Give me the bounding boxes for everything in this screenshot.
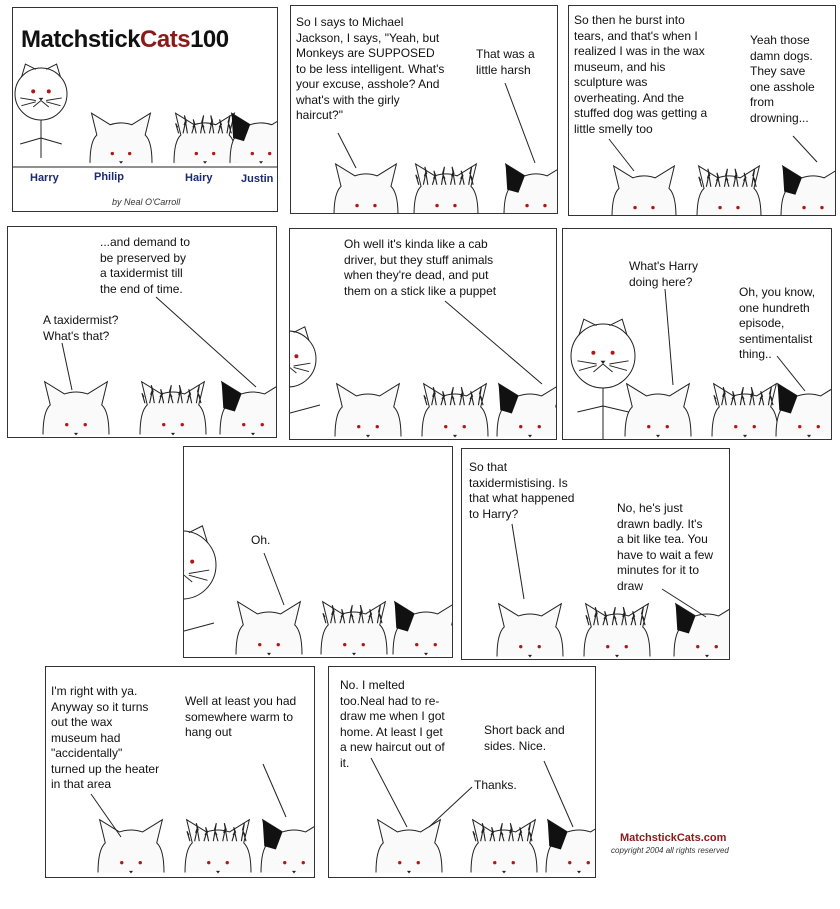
speech-text: Yeah those damn dogs. They save one asshole from drowning...: [750, 33, 815, 125]
philip-cat: [376, 820, 442, 874]
justin-cat: [497, 384, 557, 438]
hairy-cat: [712, 384, 778, 438]
harry-cat: [15, 64, 67, 158]
site-url: MatchstickCats.com: [620, 832, 727, 844]
panel-7: [183, 446, 453, 658]
cast-name-hairy: Hairy: [185, 172, 213, 184]
stick-line: [290, 405, 320, 413]
speech-pointer: [429, 787, 472, 827]
stick-line: [184, 623, 214, 631]
philip-cat: [612, 166, 676, 216]
philip-cat: [334, 164, 398, 214]
justin-cat: [546, 820, 596, 874]
speech-text: No, he's just drawn badly. It's a bit like tea. You have to wait a few minutes for it to draw: [617, 501, 714, 593]
speech-text: So that taxidermistising. Is that what happened to Harry?: [469, 460, 575, 521]
cast-name-justin: Justin: [241, 173, 274, 185]
speech-text: Short back and sides. Nice.: [484, 723, 565, 753]
speech-pointer: [338, 133, 356, 168]
speech-text: That was a little harsh: [476, 47, 535, 77]
copyright-notice: copyright 2004 all rights reserved: [611, 846, 729, 855]
hairy-cat: [422, 384, 488, 438]
speech-text: What's Harry doing here?: [629, 259, 698, 289]
speech-pointer: [512, 524, 524, 599]
harry-cat: [183, 526, 216, 599]
panel-title: [12, 7, 278, 212]
justin-cat: [776, 384, 832, 438]
speech-pointer: [62, 343, 72, 390]
speech-pointer: [445, 301, 542, 384]
speech-pointer: [544, 761, 573, 827]
philip-cat: [43, 382, 109, 436]
speech-pointer: [665, 289, 673, 385]
speech-text: So I says to Michael Jackson, I says, "Yeah, but Monkeys are SUPPOSED to be less intelligent. What's your excuse, asshole? And what's with the girly haircut?": [296, 15, 445, 122]
justin-cat: [261, 820, 315, 874]
panel-9: [45, 666, 315, 878]
panel-2: [290, 5, 558, 214]
hairy-cat: [471, 820, 537, 874]
cast-name-harry: Harry: [30, 172, 59, 184]
philip-cat: [236, 602, 302, 656]
speech-text: I'm right with ya. Anyway so it turns out the wax museum had "accidentally" turned up the heater in that area: [51, 684, 160, 791]
philip-cat: [625, 384, 691, 438]
justin-cat: [674, 604, 730, 658]
hairy-cat: [174, 113, 236, 164]
byline: by Neal O'Carroll: [112, 197, 181, 207]
justin-cat: [220, 382, 277, 436]
justin-cat: [230, 113, 278, 164]
harry-cat: [571, 319, 635, 440]
speech-text: Oh, you know, one hundreth episode, sentimentalist thing..: [739, 285, 816, 361]
justin-cat: [781, 166, 836, 216]
speech-pointer: [264, 553, 284, 605]
hairy-cat: [185, 820, 251, 874]
harry-cat: [289, 327, 316, 387]
philip-cat: [497, 604, 563, 658]
speech-pointer: [793, 136, 817, 162]
hairy-cat: [584, 604, 650, 658]
hairy-cat: [697, 166, 761, 216]
hairy-cat: [414, 164, 478, 214]
panel-4: [7, 226, 277, 438]
speech-text: No. I melted too.Neal had to re- draw me when I got home. At least I get a new haircut out of it.: [340, 678, 445, 770]
panel-5: [289, 228, 557, 440]
speech-text: ...and demand to be preserved by a taxidermist till the end of time.: [100, 235, 191, 296]
speech-text: Oh.: [251, 533, 271, 547]
panel-8: [461, 448, 730, 660]
panel-7-art: [184, 447, 453, 658]
justin-cat: [504, 164, 558, 214]
speech-text: Oh well it's kinda like a cab driver, but they stuff animals when they're dead, and put them on a stick like a puppet: [344, 237, 497, 298]
hairy-cat: [140, 382, 206, 436]
panel-3: [568, 5, 836, 216]
philip-cat: [335, 384, 401, 438]
speech-text: So then he burst into tears, and that's when I realized I was in the wax museum, and his sculpture was overheating. And the stuffed dog was getting a little smelly too: [574, 13, 708, 136]
panel-10: [328, 666, 596, 878]
speech-pointer: [263, 764, 286, 817]
speech-text: Well at least you had somewhere warm to hang out: [185, 694, 297, 739]
speech-pointer: [156, 297, 256, 387]
comic-title: MatchstickCats100: [21, 26, 229, 53]
philip-cat: [98, 820, 164, 874]
speech-text: A taxidermist? What's that?: [43, 313, 119, 343]
speech-pointer: [609, 139, 634, 171]
philip-cat: [90, 113, 152, 164]
justin-cat: [393, 602, 453, 656]
cast-name-philip: Philip: [94, 171, 124, 183]
speech-text: Thanks.: [474, 778, 517, 792]
panel-6: [562, 228, 832, 440]
speech-pointer: [505, 83, 535, 163]
hairy-cat: [321, 602, 387, 656]
